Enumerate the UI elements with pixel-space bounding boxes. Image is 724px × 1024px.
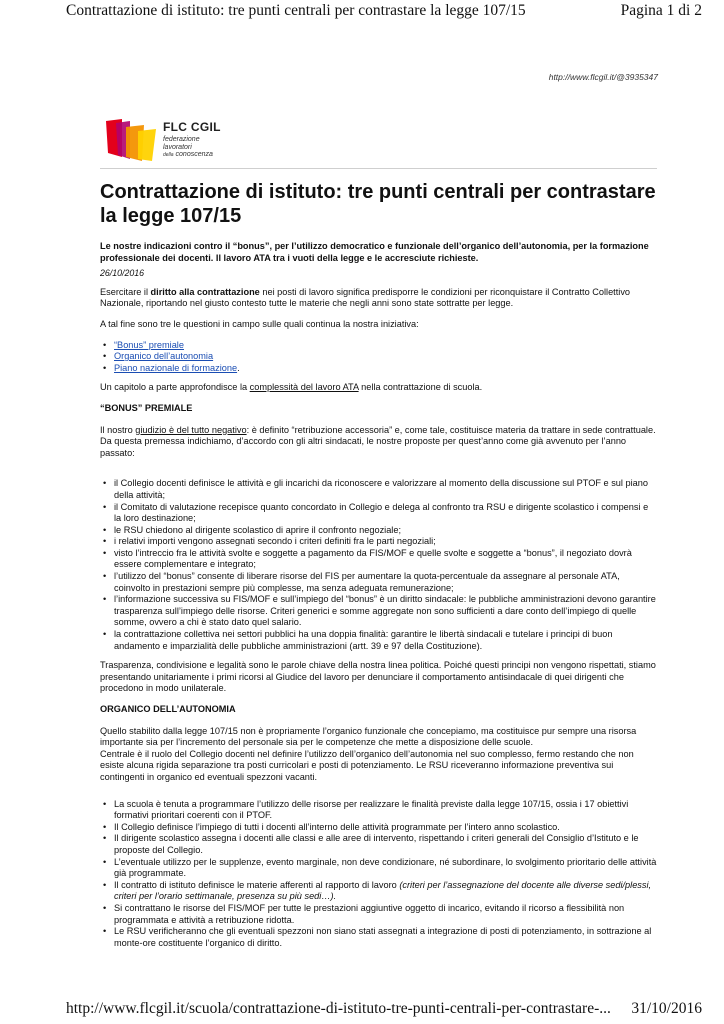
- bonus-proposals-list: [100, 478, 657, 652]
- logo-name: FLC CGIL: [163, 120, 221, 134]
- header-divider: [100, 168, 657, 169]
- source-url[interactable]: http://www.flcgil.it/@3935347: [548, 72, 658, 82]
- list-item: [114, 351, 657, 363]
- logo-line-3-small: della: [163, 152, 174, 158]
- link-bonus-premiale[interactable]: “Bonus” premiale: [114, 339, 184, 350]
- list-item: • Il contratto di istituto definisce le materie afferenti al rapporto di lavoro (criteri per l’assegnazione del docente alle diverse sedi/plessi, criteri per l’orario settimanale, presenza su più sedi…).: [114, 880, 657, 903]
- link-giudizio-negativo[interactable]: giudizio è del tutto negativo: [135, 424, 247, 435]
- list-item: • visto l’intreccio fra le attività svolte e soggette a pagamento da FIS/MOF e quelle svolte e soggette a “bonus”, il negoziato dovrà essere complementare e integrato;: [114, 548, 657, 571]
- paragraph-organico-1: Quello stabilito dalla legge 107/15 non è propriamente l’organico funzionale che concepiamo, ma costituisce pur sempre una risorsa importante sia per l’incremento del personale sia per le competenze che mette a disposizione delle scuole.: [100, 725, 637, 748]
- bold-phrase: diritto alla contrattazione: [150, 286, 260, 297]
- article: [100, 180, 657, 957]
- print-footer-url: http://www.flcgil.it/scuola/contrattazione-di-istituto-tre-punti-centrali-per-contrastare-...: [66, 1000, 611, 1017]
- logo-line-2: lavoratori: [163, 143, 192, 151]
- paragraph-intro: Esercitare il diritto alla contrattazione nei posti di lavoro significa predisporre le condizioni per riconquistare il Contratto Collettivo Nazionale, riportando nel giusto contesto tutte le materie che negli anni sono state sottratte per legge.: [100, 286, 631, 309]
- list-item: • l’utilizzo del “bonus” consente di liberare risorse del FIS per aumentare la quota-percentuale da assegnare al personale ATA, coinvolto in prestazioni sempre più complesse, ma senza adeguata remunerazione;: [114, 571, 657, 594]
- list-item: • Le RSU verificheranno che gli eventuali spezzoni non siano stati assegnati a integrazione di posti di potenziamento, in sottrazione al monte-ore costituente l’organico di diritto.: [114, 926, 657, 949]
- list-item: • Il dirigente scolastico assegna i docenti alle classi e alle aree di intervento, rispettando i criteri generali del Consiglio d’Istituto e le proposte del Collegio.: [114, 833, 657, 856]
- logo-subtitle: [163, 136, 213, 160]
- list-item: • i relativi importi vengono assegnati secondo i criteri definiti fra le parti negoziali;: [114, 536, 657, 548]
- topic-links-list: [100, 340, 657, 375]
- paragraph-transparency: Trasparenza, condivisione e legalità sono le parole chiave della nostra linea politica. Poiché questi principi non vengono rispettati, stiamo presentando unitariamente i primi ricorsi al Giudice del lavoro per denunciare il comportamento antisindacale di quei dirigenti che procedono in modo unilaterale.: [100, 660, 656, 694]
- article-date: 26/10/2016: [100, 268, 145, 279]
- list-item: • l’informazione successiva su FIS/MOF e sull’impiego del “bonus” è un diritto sindacale: le pubbliche amministrazioni devono garantire trasparenza sull’impiego delle risorse. Criteri generici e somme aggregate non sono sufficienti a dare conto dell’impiego di quelle somme, ovvero a chi è stato dato quel salario.: [114, 594, 657, 629]
- organico-points-list: [100, 799, 657, 950]
- list-item: • L’eventuale utilizzo per le supplenze, evento marginale, non deve condizionare, né subordinare, lo svolgimento prioritario delle attività già programmate.: [114, 857, 657, 880]
- print-footer-date: 31/10/2016: [631, 1000, 702, 1017]
- paragraph-organico-2: Centrale è il ruolo del Collegio docenti nel definire l’utilizzo dell’organico dell’autonomia nel suo complesso, fermo restando che non esiste alcuna rigida separazione tra posti curricolari e posti di potenziamento. Le RSU riceveranno informazione preventiva sui contingenti in organico ed eventuali spezzoni vacanti.: [100, 748, 634, 782]
- logo-line-1: federazione: [163, 136, 200, 143]
- list-item: • le RSU chiedono al dirigente scolastico di aprire il confronto negoziale;: [114, 525, 657, 537]
- article-lead: Le nostre indicazioni contro il “bonus”, per l’utilizzo democratico e funzionale dell’organico dell’autonomia, per la formazione professionale dei docenti. Il lavoro ATA tra i vuoti della legge e le accresciute richieste.: [100, 241, 649, 263]
- list-item: • La scuola è tenuta a programmare l’utilizzo delle risorse per realizzare le finalità previste dalla legge 107/15, ossia i 17 obiettivi formativi prioritari coerenti con il PTOF.: [114, 799, 657, 822]
- paragraph-questions: A tal fine sono tre le questioni in campo sulle quali continua la nostra iniziativa:: [100, 318, 419, 329]
- paragraph-ata: Un capitolo a parte approfondisce la complessità del lavoro ATA nella contrattazione di scuola.: [100, 382, 483, 393]
- article-title: Contrattazione di istituto: tre punti centrali per contrastare la legge 107/15: [100, 181, 656, 227]
- italic-criteria: (criteri per l’assegnazione del docente alle diverse sedi/plessi, criteri per l’orario settimanale, presenza su più sedi…).: [114, 879, 652, 902]
- list-item: • Piano nazionale di formazione.: [114, 363, 657, 375]
- print-page-number: Pagina 1 di 2: [620, 2, 702, 19]
- list-item: • il Collegio docenti definisce le attività e gli incarichi da riconoscere e valorizzare al momento della discussione sul PTOF e sul piano della attività;: [114, 478, 657, 501]
- list-item: [114, 340, 657, 352]
- print-header: [0, 0, 724, 22]
- link-organico-autonomia[interactable]: Organico dell’autonomia: [114, 351, 214, 362]
- link-piano-formazione[interactable]: Piano nazionale di formazione: [114, 362, 238, 373]
- flc-cgil-logo-mark: [100, 117, 158, 161]
- list-item: • Si contrattano le risorse del FIS/MOF per tutte le prestazioni aggiuntive oggetto di incarico, evitando il ricorso a flessibilità non programmata e attività a retribuzione ridotta.: [114, 903, 657, 926]
- list-item: • il Comitato di valutazione recepisce quanto concordato in Collegio e delega al confronto tra RSU e dirigente scolastico i compensi e la loro destinazione;: [114, 502, 657, 525]
- section-heading-organico: ORGANICO DELL’AUTONOMIA: [100, 704, 236, 714]
- section-heading-bonus: “BONUS” PREMIALE: [100, 402, 193, 413]
- print-header-title: Contrattazione di istituto: tre punti centrali per contrastare la legge 107/15: [66, 2, 526, 19]
- paragraph-bonus-judgement: Il nostro giudizio è del tutto negativo: è definito “retribuzione accessoria” e, come tale, costituisce materia da trattare in sede contrattuale. Da questa premessa indichiamo, d’accordo con gli altri sindacati, le nostre proposte per quest’anno come già avvenuto per l’anno passato:: [100, 424, 656, 458]
- list-item: • Il Collegio definisce l’impiego di tutti i docenti all’interno delle attività programmate per l’intero anno scolastico.: [114, 822, 657, 834]
- flc-cgil-logo[interactable]: [100, 117, 230, 161]
- list-item: • la contrattazione collettiva nei settori pubblici ha una doppia finalità: garantire le libertà sindacali e tutelare i principi di buon andamento e imparzialità delle pubbliche amministrazioni (artt. 39 e 97 della Costituzione).: [114, 629, 657, 652]
- link-lavoro-ata[interactable]: complessità del lavoro ATA: [249, 382, 359, 393]
- logo-line-3: conoscenza: [175, 151, 213, 158]
